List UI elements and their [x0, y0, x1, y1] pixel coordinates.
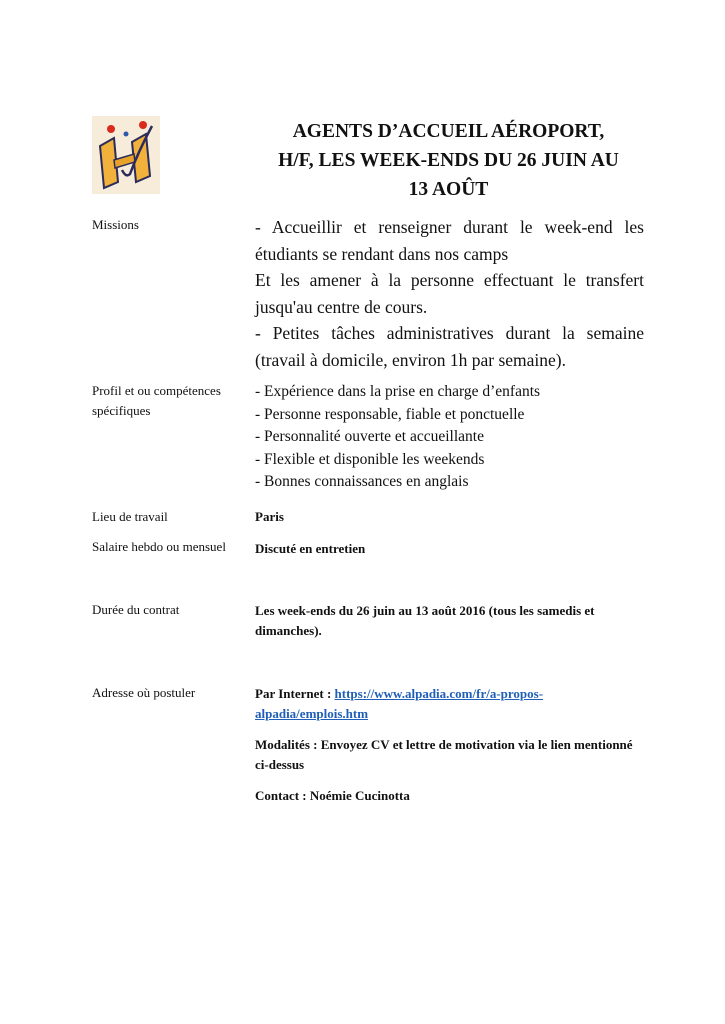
list-item: - Bonnes connaissances en anglais — [255, 473, 469, 491]
duree-value: Les week-ends du 26 juin au 13 août 2016 (tous les samedis et dimanches). — [255, 603, 595, 638]
list-item: - Expérience dans la prise en charge d’enfants — [255, 383, 541, 400]
contact-text: Contact : Noémie Cucinotta — [255, 788, 410, 803]
internet-line — [255, 684, 644, 723]
missions-paragraph: Et les amener à la personne effectuant le transfert jusqu'au centre de cours. — [255, 270, 644, 317]
page-title — [252, 117, 645, 204]
modalites-text: Modalités : Envoyez CV et lettre de motivation via le lien mentionné ci-dessus — [255, 737, 633, 772]
duree-label: Durée du contrat — [92, 602, 180, 617]
profil-label: Profil et ou compétences spécifiques — [92, 383, 221, 418]
list-item: - Flexible et disponible les weekends — [255, 450, 485, 468]
internet-prefix: Par Internet : — [255, 686, 335, 701]
list-item: - Personnalité ouverte et accueillante — [255, 428, 484, 446]
title-line: 13 AOÛT — [408, 179, 489, 200]
lieu-value: Paris — [255, 509, 284, 524]
title-line: H/F, LES WEEK-ENDS DU 26 JUIN AU — [278, 150, 619, 171]
missions-label: Missions — [92, 217, 139, 232]
salaire-value: Discuté en entretien — [255, 541, 366, 556]
missions-text — [255, 214, 644, 373]
title-line: AGENTS D’ACCUEIL AÉROPORT, — [292, 121, 605, 142]
letter-h-logo-icon — [92, 116, 160, 194]
adresse-label: Adresse où postuler — [92, 685, 196, 700]
profil-list — [255, 381, 644, 494]
missions-paragraph: - Accueillir et renseigner durant le week-end les étudiants se rendant dans nos camps — [255, 217, 644, 264]
application-link[interactable]: https://www.alpadia.com/fr/a-propos-alpadia/emplois.htm — [255, 686, 544, 721]
list-item: - Personne responsable, fiable et ponctuelle — [255, 405, 525, 423]
missions-paragraph: - Petites tâches administratives durant la semaine (travail à domicile, environ 1h par semaine). — [255, 323, 644, 370]
lieu-label: Lieu de travail — [92, 509, 168, 524]
salaire-label: Salaire hebdo ou mensuel — [92, 539, 226, 554]
